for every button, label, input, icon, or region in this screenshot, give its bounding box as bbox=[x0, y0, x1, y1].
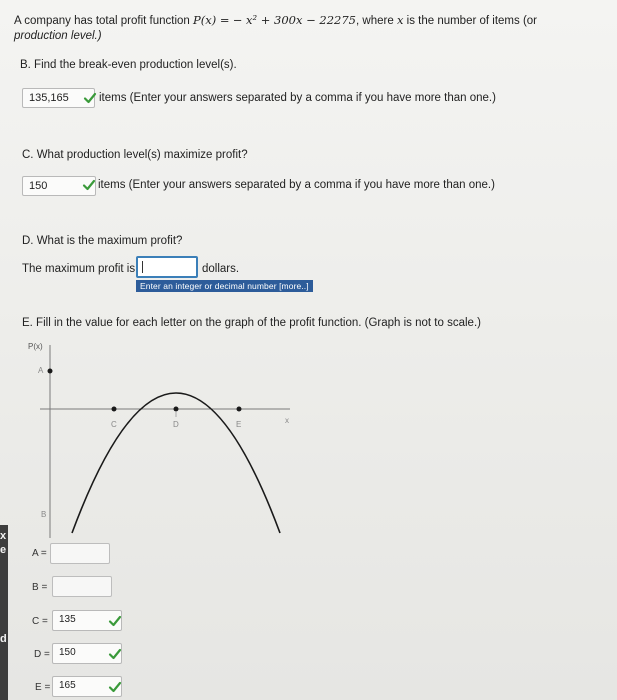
edge-text-3: d bbox=[0, 633, 7, 645]
field-b-label: B = bbox=[32, 582, 48, 593]
check-icon bbox=[83, 91, 97, 105]
variable-x: x bbox=[396, 13, 404, 27]
check-icon bbox=[108, 647, 122, 661]
edge-text-2: e bbox=[0, 544, 7, 556]
check-icon bbox=[82, 178, 96, 192]
part-c-suffix: items (Enter your answers separated by a comma if you have more than one.) bbox=[98, 179, 495, 191]
max-profit-input[interactable] bbox=[136, 256, 198, 278]
input-hint[interactable] bbox=[136, 280, 313, 292]
part-b-suffix: items (Enter your answers separated by a comma if you have more than one.) bbox=[99, 92, 496, 104]
part-e-question: E. Fill in the value for each letter on the graph of the profit function. (Graph is not to scale.) bbox=[22, 317, 481, 329]
field-c-label: C = bbox=[32, 616, 48, 627]
part-c-question: C. What production level(s) maximize profit? bbox=[22, 149, 248, 161]
point-a bbox=[48, 369, 53, 374]
edge-text-1: x bbox=[0, 530, 7, 542]
graph-label-e: E bbox=[236, 420, 242, 429]
function-lhs: P(x) = bbox=[193, 13, 230, 27]
part-b-answer-field[interactable]: 135,165 bbox=[22, 88, 95, 108]
part-b-question: B. Find the break-even production level(s). bbox=[20, 59, 237, 71]
problem-intro-b: , where bbox=[356, 15, 397, 27]
graph-x-label: x bbox=[285, 416, 289, 425]
graph-label-a: A bbox=[38, 366, 44, 375]
field-c-input[interactable]: 135 bbox=[52, 610, 122, 631]
problem-intro-line2: production level.) bbox=[14, 30, 102, 42]
text-cursor bbox=[142, 261, 143, 273]
check-icon bbox=[108, 614, 122, 628]
profit-graph bbox=[20, 333, 300, 543]
field-a-label: A = bbox=[32, 548, 47, 559]
field-d-input[interactable]: 150 bbox=[52, 643, 122, 664]
part-d-prefix: The maximum profit is bbox=[22, 263, 136, 275]
part-d-suffix: dollars. bbox=[202, 263, 240, 275]
field-e-label: E = bbox=[35, 682, 51, 693]
field-b-input[interactable] bbox=[52, 576, 112, 597]
part-d-question: D. What is the maximum profit? bbox=[22, 235, 183, 247]
problem-statement bbox=[14, 13, 537, 29]
field-e-input[interactable]: 165 bbox=[52, 676, 122, 697]
problem-intro-c: is the number of items (or bbox=[403, 15, 538, 27]
graph-label-b: B bbox=[41, 510, 47, 519]
point-e bbox=[237, 407, 242, 412]
graph-y-label: P(x) bbox=[28, 342, 43, 351]
point-d bbox=[174, 407, 179, 412]
graph-label-c: C bbox=[111, 420, 117, 429]
input-hint-text: Enter an integer or decimal number [more..] bbox=[140, 281, 309, 291]
point-c bbox=[112, 407, 117, 412]
field-a-input[interactable] bbox=[50, 543, 110, 564]
field-d-label: D = bbox=[34, 649, 50, 660]
problem-intro: A company has total profit function bbox=[14, 15, 193, 27]
check-icon bbox=[108, 680, 122, 694]
part-c-answer-field[interactable]: 150 bbox=[22, 176, 96, 196]
function-rhs: − x² + 300x − 22275 bbox=[232, 13, 357, 27]
graph-label-d: D bbox=[173, 420, 179, 429]
